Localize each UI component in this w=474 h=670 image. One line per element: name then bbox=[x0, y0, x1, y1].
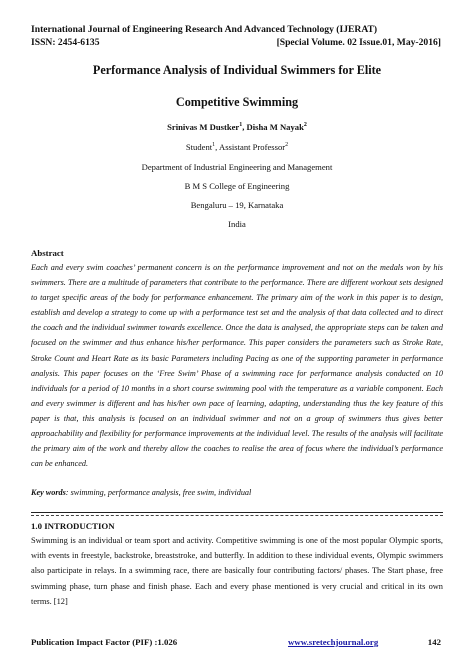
page-number: 142 bbox=[427, 637, 441, 647]
keywords bbox=[31, 488, 251, 497]
city: Bengaluru – 19, Karnataka bbox=[190, 200, 284, 210]
abstract-body: Each and every swim coaches’ permanent concern is on the performance improvement and not on the medals won by his swimmers. There are a multitude of parameters that contribute to the performance. There are different workout sets designed to target specific areas of the body for performance enhancement. The primary aim of the work in this paper is to design, establish and develop a strategy to come up with a performance test set and the analysis of that data collected and to direct the coach and the individual swimmer towards excellence. Once the data is analysed, the appropriate steps can be taken and focused on the swimmer and thus enhance his/her performance. This paper considers the parameters such as Stroke Rate, Stroke Count and Heart Rate as its basic Parameters including Pacing as one of the supporting parameter in performance analysis. This paper focuses on the ‘Free Swim’ Phase of a swimming race for performance analysis conducted on 10 individuals for a period of 10 months in a short course swimming pool with the temperature as a variable component. Each and every swimmer is different and has his/her own pace of learning, adapting, understanding thus the key feature of this paper is that, this analysis is focused on an individual swimmer and not on a group of swimmers thus gives better approachability and flexibility for performance improvements at the individual level. The results of the analysis will facilitate the primary aim of the work and thereby allow the coaches to realise the area of focus where the individual’s performance can be enhanced. bbox=[31, 263, 443, 469]
issn: ISSN: 2454-6135 bbox=[31, 37, 100, 48]
role-1: Student bbox=[185, 142, 213, 152]
department: Department of Industrial Engineering and Management bbox=[141, 162, 333, 172]
paper-title-line2: Competitive Swimming bbox=[175, 95, 299, 109]
role-1-sup: 1 bbox=[212, 142, 216, 149]
impact-factor: Publication Impact Factor (PIF) :1.026 bbox=[31, 637, 178, 647]
role-2-sup: 2 bbox=[285, 142, 289, 149]
section-divider bbox=[31, 512, 443, 513]
abstract-heading: Abstract bbox=[31, 248, 64, 258]
journal-website-link[interactable]: www.sretechjournal.org bbox=[288, 637, 379, 647]
author-2-sup: 2 bbox=[303, 122, 307, 129]
role-separator: , bbox=[215, 142, 219, 152]
author-2: Disha M Nayak bbox=[246, 122, 304, 132]
introduction-heading: 1.0 INTRODUCTION bbox=[31, 521, 115, 531]
role-2: Assistant Professor bbox=[218, 142, 286, 152]
paper-title-line1: Performance Analysis of Individual Swimmers for Elite bbox=[92, 63, 382, 77]
roles-line bbox=[0, 142, 474, 152]
journal-name: International Journal of Engineering Research And Advanced Technology (IJERAT) bbox=[31, 24, 378, 35]
author-1-sup: 1 bbox=[239, 122, 243, 129]
college: B M S College of Engineering bbox=[184, 181, 290, 191]
introduction-body: Swimming is an individual or team sport and activity. Competitive swimming is one of the most popular Olympic sports, with events in freestyle, backstroke, breaststroke, and butterfly. In addition to these individual events, Olympic swimmers also participate in relays. In a swimming race, there are basically four contributing factors/ phases. The Start phase, free swimming phase, turn phase and finish phase. Each and every phase mentioned is very crucial and critical in its own terms. [12] bbox=[31, 536, 443, 606]
keywords-label: Key words bbox=[31, 488, 66, 497]
keywords-list: : swimming, performance analysis, free swim, individual bbox=[65, 488, 252, 497]
country: India bbox=[228, 219, 246, 229]
author-separator: , bbox=[242, 122, 247, 132]
author-line bbox=[0, 122, 474, 132]
author-1: Srinivas M Dustker bbox=[167, 122, 240, 132]
volume-issue: [Special Volume. 02 Issue.01, May-2016] bbox=[276, 37, 441, 48]
section-divider-dashed bbox=[31, 515, 443, 516]
